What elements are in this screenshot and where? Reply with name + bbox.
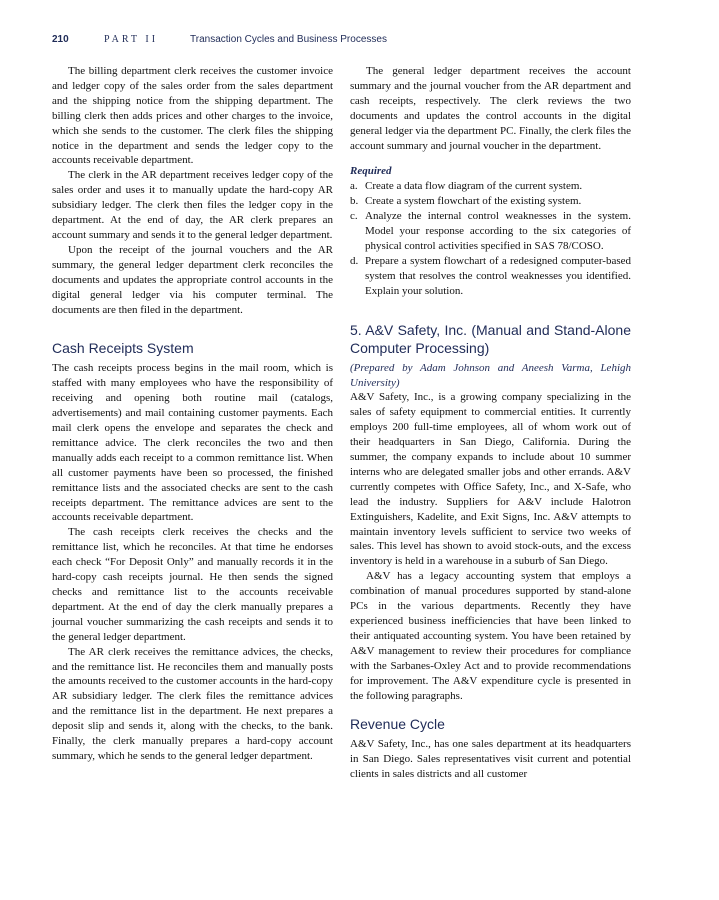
list-item [350,179,631,194]
case-heading: 5. A&V Safety, Inc. (Manual and Stand-Alone Computer Processing) [350,321,631,356]
list-label: c. [350,210,358,223]
paragraph: The cash receipts clerk receives the checks and the remittance list, which he reconciles. At that time he endorses each check “For Deposit Only” and manually records it in the hard-copy cash receipts journal. He then sends the signed checks and remittance list to the accounts receivable department. At the end of day the clerk manually prepares a journal voucher summarizing the cash receipts and sends it to the general ledger department. [52,526,333,643]
running-header [52,34,672,48]
paragraph: The AR clerk receives the remittance advices, the checks, and the remittance list. He reconciles them and manually posts the amounts received to the customer accounts in the hard-copy AR subsidiary ledger. The clerk files the remittance advices and the remittance list in the department. He next prepares a deposit slip and sends it, along with the checks, to the bank. Finally, the clerk manually prepares a hard-copy account summary, which he sends to the general ledger department. [52,645,333,762]
prepared-by: (Prepared by Adam Johnson and Aneesh Varma, Lehigh University) [350,361,631,389]
paragraph: The general ledger department receives the account summary and the journal voucher from the AR department and cash receipts, respectively. The clerk reviews the two documents and updates the control accounts in the digital general ledger via the department PC. Finally, the clerk files the account summary and journal voucher in the department. [350,65,631,152]
paragraph: A&V has a legacy accounting system that employs a combination of manual procedures supported by stand-alone PCs in the various departments. Recently they have experienced business inefficiencies that have been linked to their antiquated accounting system. You have been retained by A&V management to review their procedures for compliance with the Sarbanes-Oxley Act and to provide recommendations for improvement. The A&V expenditure cycle is presented in the following paragraphs. [350,570,631,702]
list-text: Create a system flowchart of the existing system. [365,195,582,208]
paragraph: The cash receipts process begins in the mail room, which is staffed with many employees who have the responsibility of receiving and opening both routine mail (catalogs, advertisements) and mail containing customer payments. Each mail clerk opens the envelope and separates the check and remittance advice. The clerk reconciles the two and then manually adds each receipt to a common remittance list. When all customer payments have been so processed, the finished remittance lists and the associated checks are sent to the cash receipts department. The remittance advices are sent to the accounts receivable department. [52,362,333,524]
list-item [350,209,631,254]
paragraph: Upon the receipt of the journal vouchers and the AR summary, the general ledger department clerk reconciles the documents and updates the appropriate control accounts in the digital general ledger via his computer terminal. The documents are then filed in the department. [52,243,333,316]
list-text: Create a data flow diagram of the current system. [365,180,583,193]
paragraph: The billing department clerk receives the customer invoice and ledger copy of the sales order from the sales department and the shipping notice from the shipping department. The billing clerk then adds prices and other charges to the invoice, which she sends to the customer. The clerk files the shipping notice in the department and sends the ledger copy to the accounts receivable department. [52,65,333,167]
paragraph: The clerk in the AR department receives ledger copy of the sales order and uses it to manually update the hard-copy AR subsidiary ledger. The clerk then files the ledger copy in the department. At the end of day, the AR clerk prepares an account summary and sends it to the general ledger department. [52,169,333,241]
list-text: Prepare a system flowchart of a redesigned computer-based system that resolves the control weaknesses you identified. Explain your solution. [365,254,631,297]
paragraph: A&V Safety, Inc., has one sales department at its headquarters in San Diego. Sales representatives visit current and potential clients in sales districts and all customer [350,738,631,781]
chapter-title: Transaction Cycles and Business Processes [190,34,387,45]
section-heading: Revenue Cycle [350,716,445,733]
list-text: Analyze the internal control weaknesses in the system. Model your response according to the six categories of physical control activities specified in SAS 78/COSO. [365,210,631,252]
list-item [350,254,631,299]
section-heading: Cash Receipts System [52,340,194,357]
page-number: 210 [52,34,69,45]
right-column [350,64,631,782]
list-label: a. [350,180,358,193]
list-label: d. [350,254,359,267]
list-item [350,194,631,209]
part-label: PART II [104,34,159,45]
paragraph: A&V Safety, Inc., is a growing company specializing in the sales of safety equipment to commercial entities. It currently employs 200 full-time employees, all of whom work out of their headquarters in San Diego, California. During the summer, the company expands to include about 10 summer interns who are delegated smaller jobs and other errands. A&V currently competes with Office Safety, Inc., and X-Safe, who lead the industry. Suppliers for A&V include Halotron Extinguishers, Kadelite, and Exit Signs, Inc. A&V attempts to maintain inventory levels sufficient to service two weeks of sales. This level has shown to avoid stock-outs, and the excess inventory is held in a warehouse in a suburb of San Diego. [350,391,631,568]
list-label: b. [350,195,359,208]
task-list [350,179,631,298]
required-heading: Required [350,165,392,178]
left-column [52,64,333,764]
